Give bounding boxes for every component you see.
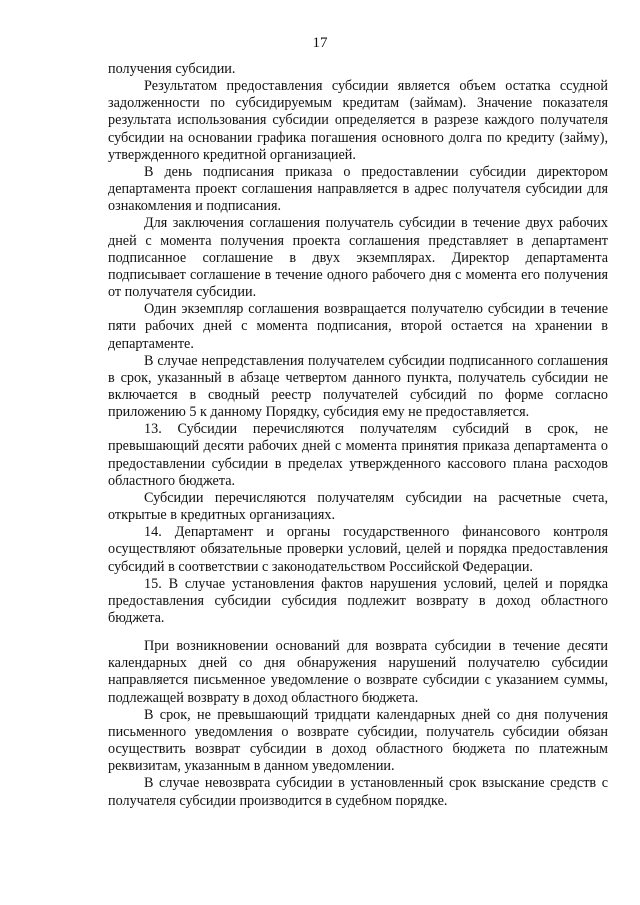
paragraph-agreement-copy: Один экземпляр соглашения возвращается получателю субсидии в течение пяти рабочих дней с момента подписания, второй остается на хранении в департаменте. <box>108 301 608 352</box>
paragraph-transfer-accounts: Субсидии перечисляются получателям субсидии на расчетные счета, открытые в кредитных организациях. <box>108 489 608 524</box>
paragraph-agreement-conclusion: Для заключения соглашения получатель субсидии в течение двух рабочих дней с момента получения проекта соглашения представляет в департамент подписанное соглашение в двух экземплярах. Директор департамента подписывает соглашение в течение одного рабочего дня с момента его получения от получателя субсидии. <box>108 215 608 301</box>
paragraph-non-submission: В случае непредставления получателем субсидии подписанного соглашения в срок, указанный в абзаце четвертом данного пункта, получатель субсидии не включается в сводный реестр получателей субсидий по форме согласно приложению 5 к данному Порядку, субсидия ему не предоставляется. <box>108 352 608 421</box>
paragraph-item-15: 15. В случае установления фактов нарушения условий, целей и порядка предоставления субсидии субсидия подлежит возврату в доход областного бюджета. <box>108 575 608 626</box>
paragraph-non-return: В случае невозврата субсидии в установленный срок взыскание средств с получателя субсидии производится в судебном порядке. <box>108 775 608 809</box>
paragraph-item-13: 13. Субсидии перечисляются получателям субсидий в срок, не превышающий десяти рабочих дней с момента принятия приказа департамента о предоставлении субсидии в пределах утвержденного кассового плана расходов областного бюджета. <box>108 421 608 489</box>
page-number: 17 <box>312 35 328 51</box>
paragraph-signing-day: В день подписания приказа о предоставлении субсидии директором департамента проект соглашения направляется в адрес получателя субсидии для ознакомления и подписания. <box>108 163 608 215</box>
paragraph-result: Результатом предоставления субсидии является объем остатка ссудной задолженности по субсидируемым кредитам (займам). Значение показателя результата использования субсидии определяется в разрезе каждого получателя субсидии на основании графика погашения основного долга по кредиту (займу), утвержденного кредитной организацией. <box>108 78 608 163</box>
document-body <box>108 61 608 810</box>
paragraph-return-grounds: При возникновении оснований для возврата субсидии в течение десяти календарных дней со дня обнаружения нарушений получателю субсидии направляется письменное уведомление о возврате субсидии с указанием суммы, подлежащей возврату в доход областного бюджета. <box>108 638 608 706</box>
paragraph-return-deadline: В срок, не превышающий тридцати календарных дней со дня получения письменного уведомления о возврате субсидии, получатель субсидии обязан осуществить возврат субсидии в доход областного бюджета по платежным реквизитам, указанным в данном уведомлении. <box>108 706 608 775</box>
paragraph-item-14: 14. Департамент и органы государственного финансового контроля осуществляют обязательные проверки условий, целей и порядка предоставления субсидий в соответствии с законодательством Российской Федерации. <box>108 524 608 575</box>
paragraph-continuation: получения субсидии. <box>108 61 236 77</box>
